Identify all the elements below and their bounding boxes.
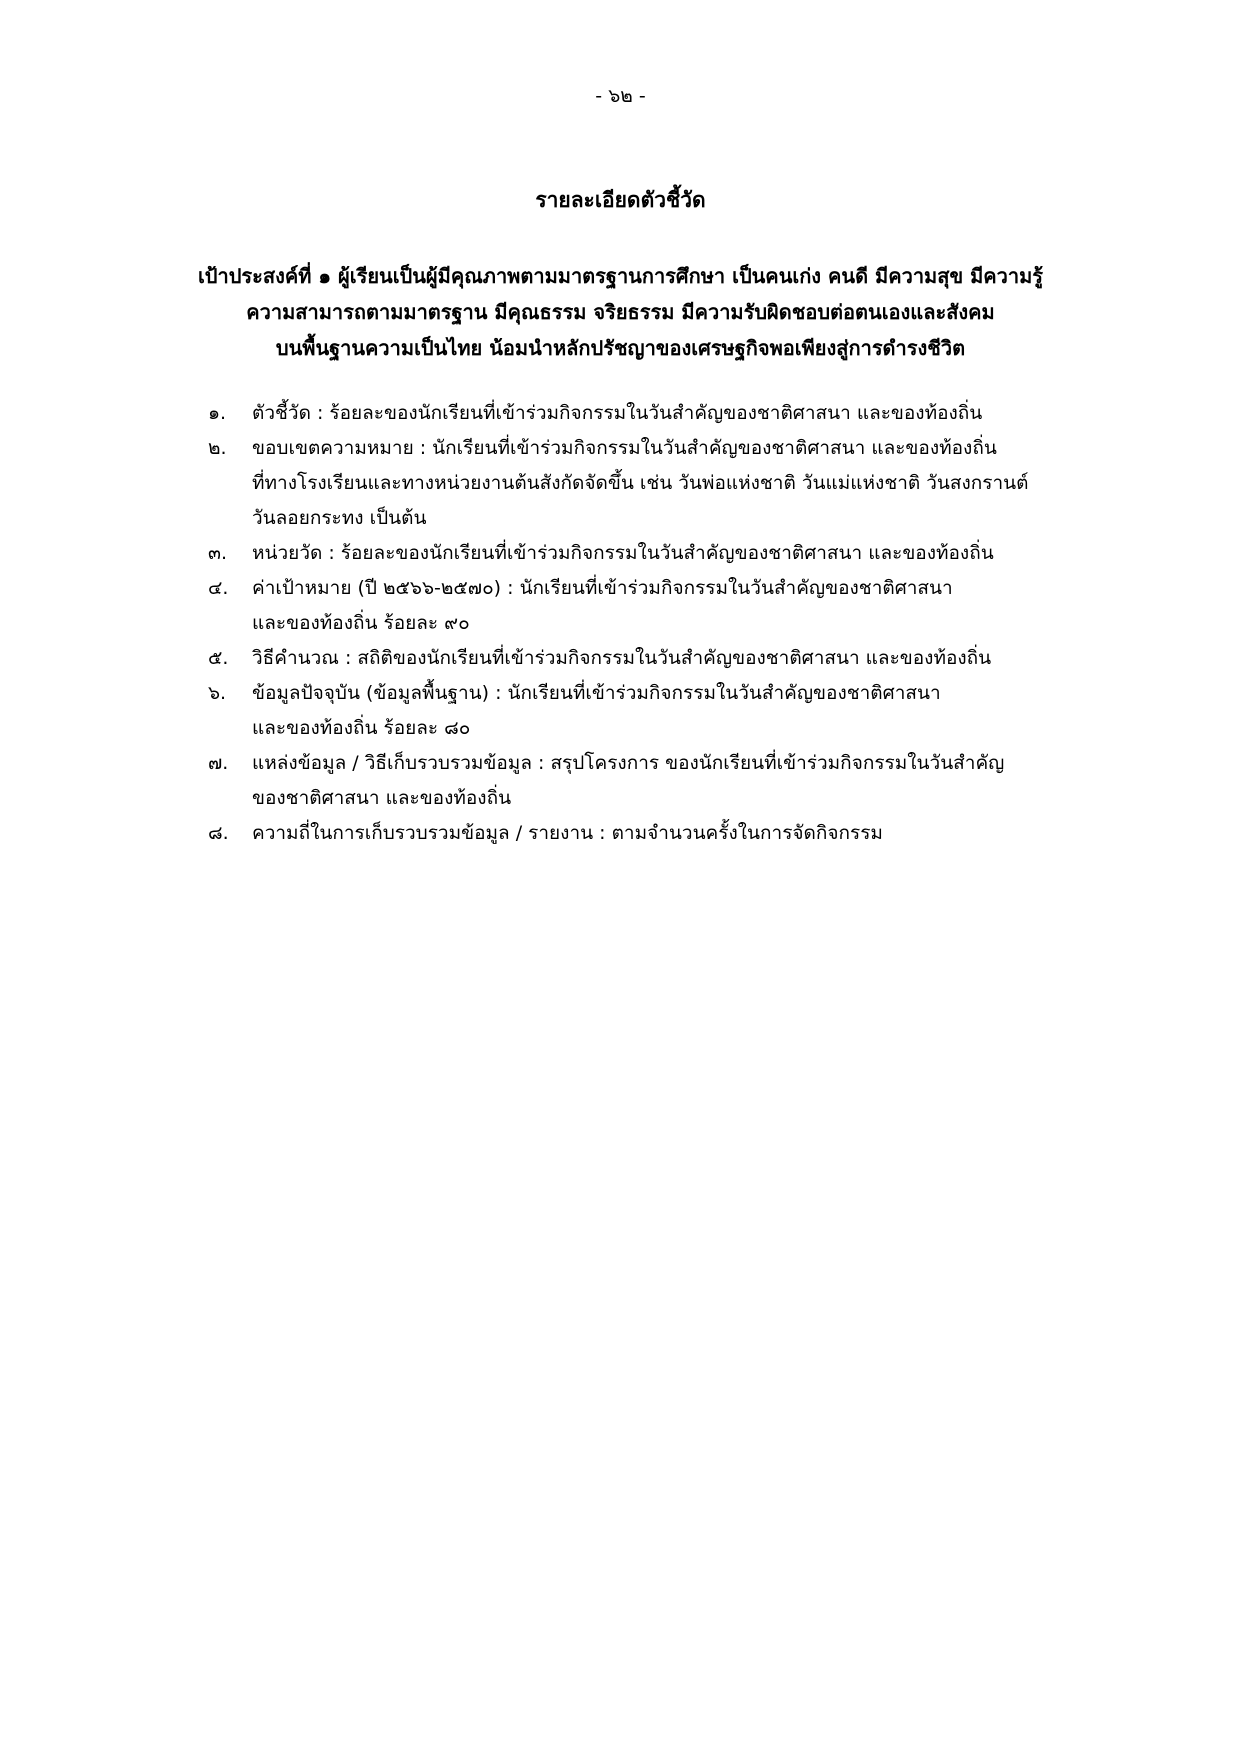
list-item xyxy=(208,641,1088,676)
list-item xyxy=(208,431,1088,536)
objective-line: เป้าประสงค์ที่ ๑ ผู้เรียนเป็นผู้มีคุณภาพตามมาตรฐานการศึกษา เป็นคนเก่ง คนดี มีความสุข มีความรู้ xyxy=(197,264,1044,288)
item-number: ๑. xyxy=(208,402,227,424)
page-title: รายละเอียดตัวชี้วัด xyxy=(535,188,706,212)
item-number: ๓. xyxy=(208,542,228,564)
list-item xyxy=(208,816,1088,851)
indicator-details-list xyxy=(208,396,1088,851)
list-item xyxy=(208,396,1088,431)
item-text-line: และของท้องถิ่น ร้อยละ ๘๐ xyxy=(252,717,471,739)
item-text-line: ที่ทางโรงเรียนและทางหน่วยงานต้นสังกัดจัดขึ้น เช่น วันพ่อแห่งชาติ วันแม่แห่งชาติ วันสงกรานต์ xyxy=(252,472,1029,494)
list-item xyxy=(208,676,1088,746)
item-text-line: ขอบเขตความหมาย : นักเรียนที่เข้าร่วมกิจกรรมในวันสำคัญของชาติศาสนา และของท้องถิ่น xyxy=(252,437,997,459)
item-number: ๒. xyxy=(208,437,227,459)
list-item xyxy=(208,746,1088,816)
item-text-line: ความถี่ในการเก็บรวบรวมข้อมูล / รายงาน : ตามจำนวนครั้งในการจัดกิจกรรม xyxy=(252,822,883,844)
list-item xyxy=(208,536,1088,571)
item-text-line: แหล่งข้อมูล / วิธีเก็บรวบรวมข้อมูล : สรุปโครงการ ของนักเรียนที่เข้าร่วมกิจกรรมในวันสำคัญ xyxy=(252,752,1005,774)
item-number: ๘. xyxy=(208,822,229,844)
item-text-line: ค่าเป้าหมาย (ปี ๒๕๖๖-๒๕๗๐) : นักเรียนที่เข้าร่วมกิจกรรมในวันสำคัญของชาติศาสนา xyxy=(252,577,953,599)
objective-line: บนพื้นฐานความเป็นไทย น้อมนำหลักปรัชญาของเศรษฐกิจพอเพียงสู่การดำรงชีวิต xyxy=(275,336,966,360)
item-text-line: หน่วยวัด : ร้อยละของนักเรียนที่เข้าร่วมกิจกรรมในวันสำคัญของชาติศาสนา และของท้องถิ่น xyxy=(252,542,994,564)
page-number: - ๖๒ - xyxy=(595,85,646,107)
item-text-line: และของท้องถิ่น ร้อยละ ๙๐ xyxy=(252,612,470,634)
item-text-line: วันลอยกระทง เป็นต้น xyxy=(252,507,427,529)
item-number: ๖. xyxy=(208,682,227,704)
list-item xyxy=(208,571,1088,641)
item-number: ๔. xyxy=(208,577,229,599)
item-number: ๕. xyxy=(208,647,229,669)
item-number: ๗. xyxy=(208,752,229,774)
item-text-line: ตัวชี้วัด : ร้อยละของนักเรียนที่เข้าร่วมกิจกรรมในวันสำคัญของชาติศาสนา และของท้องถิ่น xyxy=(252,402,983,424)
item-text-line: วิธีคำนวณ : สถิติของนักเรียนที่เข้าร่วมกิจกรรมในวันสำคัญของชาติศาสนา และของท้องถิ่น xyxy=(252,647,992,669)
objective-line: ความสามารถตามมาตรฐาน มีคุณธรรม จริยธรรม มีความรับผิดชอบต่อตนเองและสังคม xyxy=(246,300,995,324)
item-text-line: ข้อมูลปัจจุบัน (ข้อมูลพื้นฐาน) : นักเรียนที่เข้าร่วมกิจกรรมในวันสำคัญของชาติศาสนา xyxy=(252,682,941,704)
item-text-line: ของชาติศาสนา และของท้องถิ่น xyxy=(252,787,512,809)
objective-heading xyxy=(150,258,1091,366)
